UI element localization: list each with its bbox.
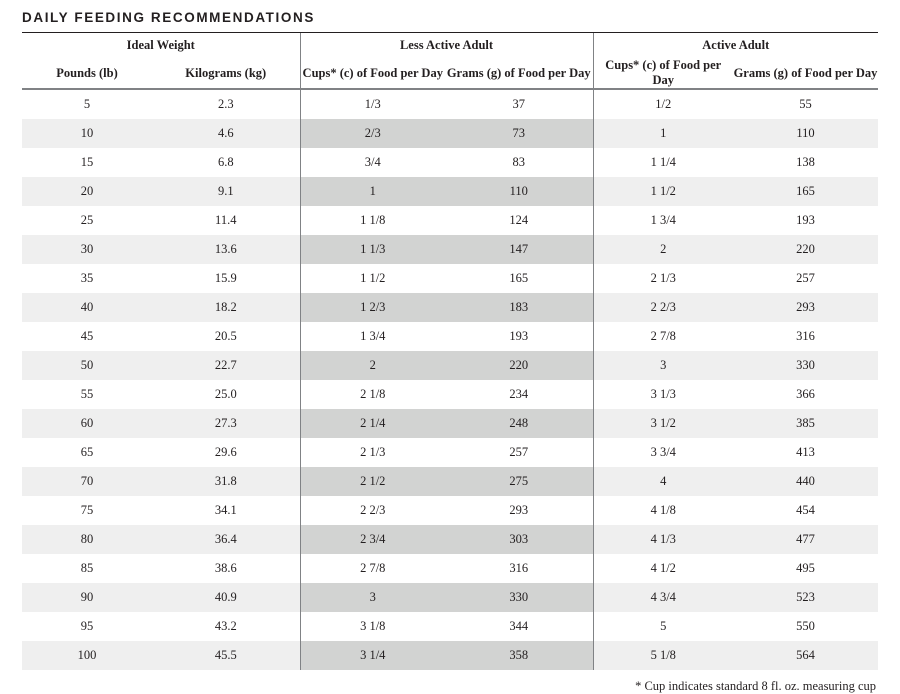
cell-lessactive-grams: 110: [445, 177, 593, 206]
cell-kilograms: 11.4: [215, 213, 237, 227]
cell-kilograms: 6.8: [217, 155, 234, 169]
column-header-lessactive-cups: Cups* (c) of Food per Day: [300, 58, 445, 89]
cell-lessactive-cups: 1 2/3: [300, 293, 445, 322]
cell-lessactive-cups: 2 7/8: [300, 554, 445, 583]
cell-lessactive-cups: 1 1/3: [300, 235, 445, 264]
cell-pounds: 95: [80, 619, 94, 633]
cell-kilograms: 4.6: [152, 119, 300, 148]
cell-active-grams: 366: [796, 387, 815, 401]
cell-lessactive-cups: 2 1/8: [300, 380, 445, 409]
cell-kilograms: 27.3: [152, 409, 300, 438]
cell-pounds: 30: [22, 235, 152, 264]
cell-active-cups: 4 3/4: [593, 583, 733, 612]
cell-lessactive-cups: 3 1/4: [300, 641, 445, 670]
cell-active-grams: 110: [733, 119, 878, 148]
cell-lessactive-grams: 293: [445, 496, 593, 525]
cell-pounds: 40: [22, 293, 152, 322]
cell-active-cups: 4 1/2: [650, 561, 676, 575]
cell-pounds: 35: [80, 271, 94, 285]
column-header-pounds: Pounds (lb): [22, 58, 152, 89]
cell-active-cups: 1 1/2: [593, 177, 733, 206]
cell-pounds: 25: [80, 213, 94, 227]
cell-active-cups: 5: [660, 619, 667, 633]
cell-active-grams: 564: [733, 641, 878, 670]
cell-active-cups: 4 1/3: [593, 525, 733, 554]
title-bar: [22, 0, 878, 32]
cell-lessactive-cups: 2 3/4: [300, 525, 445, 554]
cell-active-cups: 5 1/8: [593, 641, 733, 670]
column-header-lessactive-grams: Grams (g) of Food per Day: [445, 58, 593, 89]
cell-active-grams: 550: [796, 619, 815, 633]
cell-lessactive-cups: 2 1/2: [300, 467, 445, 496]
cell-lessactive-grams: 73: [445, 119, 593, 148]
table-row: [22, 438, 878, 467]
table-body: [22, 89, 878, 670]
cell-pounds: 5: [83, 97, 91, 111]
cell-lessactive-grams: 358: [445, 641, 593, 670]
cell-kilograms: 43.2: [214, 619, 237, 633]
cell-kilograms: 22.7: [152, 351, 300, 380]
cell-active-cups: 2 7/8: [650, 329, 676, 343]
table-row: [22, 467, 878, 496]
cell-kilograms: 25.0: [214, 387, 237, 401]
cell-lessactive-grams: 183: [445, 293, 593, 322]
cell-pounds: 70: [22, 467, 152, 496]
cell-pounds: 100: [22, 641, 152, 670]
cell-lessactive-grams: 147: [445, 235, 593, 264]
table-row: [22, 351, 878, 380]
cell-active-cups: 3 1/2: [593, 409, 733, 438]
group-header-less-active-adult: Less Active Adult: [300, 33, 593, 58]
cell-kilograms: 20.5: [214, 329, 237, 343]
cell-lessactive-grams: 316: [445, 554, 593, 583]
cell-lessactive-grams: 83: [445, 148, 593, 177]
cell-lessactive-cups: 2 2/3: [300, 496, 445, 525]
cell-lessactive-cups: 1 1/2: [300, 264, 445, 293]
cell-lessactive-cups: 3: [300, 583, 445, 612]
cell-active-cups: 4: [593, 467, 733, 496]
cell-kilograms: 13.6: [152, 235, 300, 264]
cell-lessactive-grams: 248: [445, 409, 593, 438]
cell-active-grams: 523: [733, 583, 878, 612]
cell-lessactive-grams: 257: [445, 438, 593, 467]
cell-pounds: 20: [22, 177, 152, 206]
table-row: [22, 380, 878, 409]
cell-active-grams: 220: [733, 235, 878, 264]
table-row: [22, 583, 878, 612]
table-row: [22, 293, 878, 322]
cell-lessactive-cups: 3/4: [300, 148, 445, 177]
cell-active-grams: 454: [796, 503, 815, 517]
cell-lessactive-grams: 330: [445, 583, 593, 612]
table-row: [22, 554, 878, 583]
column-header-kilograms: Kilograms (kg): [152, 58, 300, 89]
cell-lessactive-grams: 193: [445, 322, 593, 351]
cell-lessactive-grams: 303: [445, 525, 593, 554]
cell-active-grams: 330: [733, 351, 878, 380]
cell-active-cups: 1 3/4: [650, 213, 676, 227]
cell-pounds: 45: [80, 329, 94, 343]
cell-pounds: 75: [80, 503, 94, 517]
cell-active-grams: 440: [733, 467, 878, 496]
cell-pounds: 15: [80, 155, 94, 169]
cell-active-cups: 3: [593, 351, 733, 380]
feeding-table: [22, 33, 878, 670]
cell-lessactive-cups: 1 3/4: [300, 322, 445, 351]
cell-active-cups: 1: [593, 119, 733, 148]
cell-active-grams: 138: [796, 155, 815, 169]
cell-active-cups: 4 1/8: [650, 503, 676, 517]
cell-kilograms: 34.1: [214, 503, 237, 517]
table-row: [22, 641, 878, 670]
table-row: [22, 89, 878, 119]
cell-pounds: 60: [22, 409, 152, 438]
cell-lessactive-grams: 124: [445, 206, 593, 235]
group-header-ideal-weight: Ideal Weight: [126, 38, 195, 52]
cell-active-cups: 3 3/4: [650, 445, 676, 459]
cell-active-grams: 316: [796, 329, 815, 343]
cell-kilograms: 29.6: [214, 445, 237, 459]
cell-lessactive-grams: 37: [445, 89, 593, 119]
cell-active-cups: 2 2/3: [593, 293, 733, 322]
table-row: [22, 177, 878, 206]
table-row: [22, 264, 878, 293]
cell-kilograms: 40.9: [152, 583, 300, 612]
cell-lessactive-cups: 2 1/3: [300, 438, 445, 467]
cell-active-grams: 165: [733, 177, 878, 206]
cell-lessactive-cups: 1/3: [300, 89, 445, 119]
cell-lessactive-cups: 2 1/4: [300, 409, 445, 438]
cell-pounds: 85: [80, 561, 94, 575]
cell-active-cups: 3 1/3: [650, 387, 676, 401]
page-title: DAILY FEEDING RECOMMENDATIONS: [22, 10, 315, 25]
cell-pounds: 55: [80, 387, 94, 401]
cell-active-grams: 495: [796, 561, 815, 575]
cell-pounds: 80: [22, 525, 152, 554]
cell-active-grams: 413: [796, 445, 815, 459]
cell-lessactive-cups: 3 1/8: [300, 612, 445, 641]
column-header-row: [22, 58, 878, 89]
cell-active-cups: 1/2: [655, 97, 672, 111]
cell-kilograms: 2.3: [217, 97, 234, 111]
table-row: [22, 612, 878, 641]
cell-lessactive-cups: 1: [300, 177, 445, 206]
cell-active-grams: 257: [796, 271, 815, 285]
cell-pounds: 10: [22, 119, 152, 148]
column-header-active-cups: Cups* (c) of Food per Day: [593, 58, 733, 89]
cell-kilograms: 38.6: [214, 561, 237, 575]
table-row: [22, 206, 878, 235]
table-row: [22, 525, 878, 554]
cell-lessactive-grams: 220: [445, 351, 593, 380]
table-row: [22, 496, 878, 525]
cell-pounds: 50: [22, 351, 152, 380]
group-header-active-adult: Active Adult: [702, 38, 770, 52]
column-header-active-grams: Grams (g) of Food per Day: [733, 58, 878, 89]
cell-pounds: 90: [22, 583, 152, 612]
cell-lessactive-grams: 344: [445, 612, 593, 641]
cell-active-grams: 293: [733, 293, 878, 322]
cell-kilograms: 9.1: [152, 177, 300, 206]
cell-active-grams: 477: [733, 525, 878, 554]
table-row: [22, 119, 878, 148]
cell-kilograms: 31.8: [152, 467, 300, 496]
table-row: [22, 322, 878, 351]
table-row: [22, 235, 878, 264]
table-row: [22, 148, 878, 177]
cell-active-grams: 385: [733, 409, 878, 438]
cell-active-cups: 1 1/4: [650, 155, 676, 169]
cell-kilograms: 15.9: [214, 271, 237, 285]
cell-kilograms: 45.5: [152, 641, 300, 670]
cell-lessactive-cups: 2: [300, 351, 445, 380]
cell-kilograms: 36.4: [152, 525, 300, 554]
cell-active-grams: 193: [796, 213, 815, 227]
table-header: [22, 33, 878, 89]
table-row: [22, 409, 878, 438]
footnote: * Cup indicates standard 8 fl. oz. measuring cup: [635, 679, 876, 693]
cell-lessactive-grams: 165: [445, 264, 593, 293]
cell-lessactive-cups: 2/3: [300, 119, 445, 148]
cell-lessactive-grams: 275: [445, 467, 593, 496]
cell-lessactive-cups: 1 1/8: [300, 206, 445, 235]
cell-active-grams: 55: [799, 97, 812, 111]
cell-pounds: 65: [80, 445, 94, 459]
cell-kilograms: 18.2: [152, 293, 300, 322]
group-header-row: [22, 33, 878, 58]
cell-lessactive-grams: 234: [445, 380, 593, 409]
cell-active-cups: 2 1/3: [650, 271, 676, 285]
cell-active-cups: 2: [593, 235, 733, 264]
